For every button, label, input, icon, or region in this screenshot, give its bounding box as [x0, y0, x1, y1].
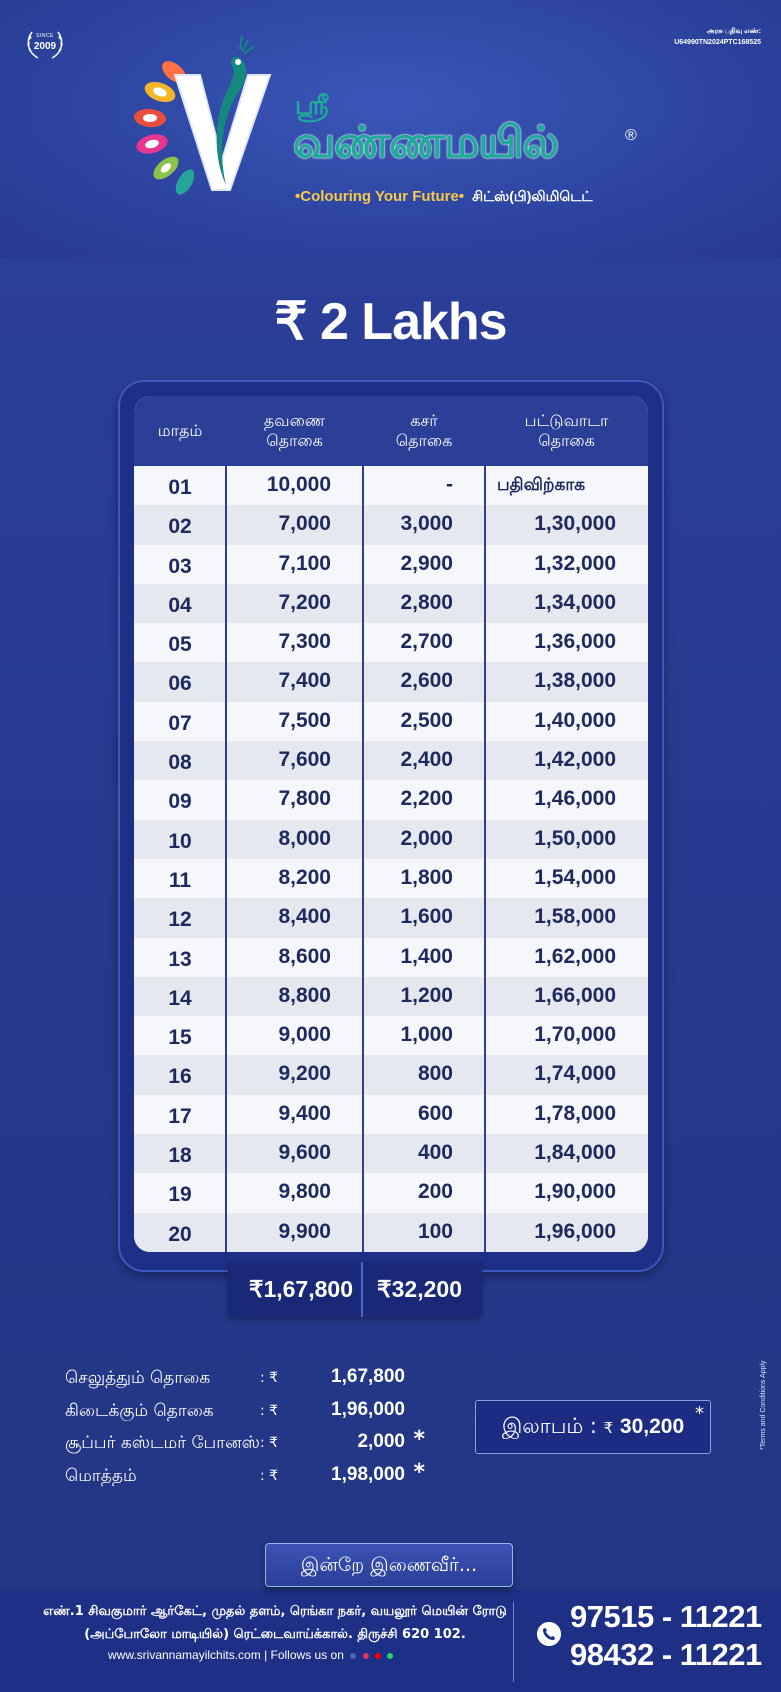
tagline — [295, 188, 593, 207]
column-divider — [484, 396, 486, 1252]
profit-box — [475, 1400, 711, 1454]
table-row — [134, 898, 648, 937]
address — [40, 1600, 510, 1646]
table-row — [134, 623, 648, 662]
terms-note: *Terms and Conditions Apply — [760, 1360, 767, 1450]
profit-label: இலாபம் : — [501, 1414, 597, 1438]
month-cell: 04 — [168, 593, 192, 617]
discount-cell: 1,200 — [400, 983, 453, 1007]
installment-cell: 8,200 — [278, 865, 331, 889]
table-row — [134, 702, 648, 741]
summary-colon: : ₹ — [260, 1370, 279, 1386]
profit-currency: ₹ — [603, 1419, 614, 1437]
installment-cell: 8,800 — [278, 983, 331, 1007]
month-cell: 16 — [168, 1065, 192, 1089]
table-row — [134, 505, 648, 544]
header-installment: தவணை தொகை — [263, 411, 326, 450]
footer-divider — [513, 1602, 514, 1682]
whatsapp-icon[interactable] — [387, 1653, 393, 1659]
month-cell: 20 — [168, 1222, 192, 1246]
month-cell: 11 — [168, 868, 192, 892]
summary-colon: : ₹ — [260, 1467, 279, 1484]
summary-label: கிடைக்கும் தொகை — [65, 1400, 214, 1421]
table-row — [134, 938, 648, 977]
summary-row-received — [65, 1398, 405, 1434]
summary-value: 2,000 — [357, 1431, 405, 1452]
month-cell: 18 — [168, 1144, 192, 1168]
payout-cell: 1,58,000 — [534, 905, 616, 929]
discount-cell: 2,600 — [400, 669, 453, 693]
payout-cell: 1,78,000 — [534, 1101, 616, 1125]
profit-star: * — [695, 1403, 704, 1424]
month-cell: 12 — [168, 908, 192, 932]
summary-colon: : ₹ — [260, 1435, 279, 1451]
registration-info — [674, 26, 761, 48]
table-row — [134, 1134, 648, 1173]
youtube-icon[interactable] — [375, 1653, 381, 1659]
follow-label: | Follows us on — [264, 1648, 344, 1662]
header-month: மாதம் — [157, 421, 203, 440]
phone-numbers — [570, 1598, 762, 1674]
total-installment: ₹1,67,800 — [228, 1262, 363, 1317]
installment-cell: 9,800 — [278, 1180, 331, 1204]
month-cell: 03 — [168, 554, 192, 578]
payout-cell: 1,46,000 — [534, 787, 616, 811]
installment-cell: 9,400 — [278, 1101, 331, 1125]
installment-cell: 10,000 — [266, 473, 331, 496]
discount-cell: 800 — [417, 1062, 453, 1086]
payout-cell: 1,74,000 — [534, 1062, 616, 1086]
table-row — [134, 584, 648, 623]
discount-cell: 200 — [417, 1180, 453, 1204]
payout-cell: பதிவிற்காக — [497, 475, 586, 495]
brand-title: வண்ணமயில் — [293, 117, 559, 168]
facebook-icon[interactable] — [350, 1653, 356, 1659]
discount-cell: 100 — [417, 1219, 453, 1243]
table-header — [134, 396, 648, 466]
payout-cell: 1,96,000 — [534, 1219, 616, 1243]
discount-cell: 1,600 — [400, 905, 453, 929]
header-discount: கசர் தொகை — [395, 411, 453, 450]
discount-cell: - — [446, 473, 453, 496]
month-cell: 19 — [168, 1183, 192, 1207]
month-cell: 08 — [168, 751, 192, 775]
discount-cell: 2,900 — [400, 551, 453, 575]
tagline-text: •Colouring Your Future• — [295, 188, 465, 205]
discount-cell: 600 — [417, 1101, 453, 1125]
payout-cell: 1,50,000 — [534, 826, 616, 850]
website-line — [108, 1648, 393, 1662]
installment-cell: 8,400 — [278, 905, 331, 929]
table-row — [134, 977, 648, 1016]
table-row — [134, 662, 648, 701]
company-suffix: சிட்ஸ்(பி)லிமிடெட் — [472, 188, 593, 204]
month-cell: 01 — [168, 476, 192, 499]
registration-label: அரசு பதிவு எண்: — [706, 28, 761, 35]
payout-cell: 1,66,000 — [534, 983, 616, 1007]
payout-cell: 1,70,000 — [534, 1023, 616, 1047]
month-cell: 15 — [168, 1026, 192, 1050]
month-cell: 13 — [168, 947, 192, 971]
installment-cell: 7,300 — [278, 630, 331, 654]
registered-mark: ® — [625, 127, 637, 144]
installment-cell: 8,600 — [278, 944, 331, 968]
installment-cell: 7,400 — [278, 669, 331, 693]
table-row — [134, 466, 648, 505]
discount-cell: 2,200 — [400, 787, 453, 811]
discount-cell: 2,700 — [400, 630, 453, 654]
discount-cell: 2,800 — [400, 590, 453, 614]
table-row — [134, 780, 648, 819]
payout-cell: 1,40,000 — [534, 708, 616, 732]
table-row — [134, 1016, 648, 1055]
payout-cell: 1,38,000 — [534, 669, 616, 693]
phone-number-1[interactable]: 97515 - 11221 — [570, 1599, 762, 1634]
phone-icon — [537, 1622, 561, 1646]
summary-row-total — [65, 1459, 425, 1499]
month-cell: 10 — [168, 829, 192, 853]
since-year: 2009 — [33, 41, 57, 52]
month-cell: 06 — [168, 672, 192, 696]
installment-cell: 9,600 — [278, 1141, 331, 1165]
payout-cell: 1,54,000 — [534, 865, 616, 889]
table-row — [134, 1055, 648, 1094]
month-cell: 14 — [168, 986, 192, 1010]
payout-cell: 1,62,000 — [534, 944, 616, 968]
table-row — [134, 741, 648, 780]
installment-cell: 9,000 — [278, 1023, 331, 1047]
discount-cell: 1,800 — [400, 865, 453, 889]
table-row — [134, 1095, 648, 1134]
summary-block — [65, 1366, 425, 1498]
table-row — [134, 1173, 648, 1212]
month-cell: 05 — [168, 633, 192, 657]
discount-cell: 1,400 — [400, 944, 453, 968]
installment-cell: 7,800 — [278, 787, 331, 811]
peacock-logo-icon — [130, 30, 290, 205]
brand-prefix: ஸ்ரீ — [295, 91, 329, 121]
discount-cell: 2,500 — [400, 708, 453, 732]
totals-row — [228, 1262, 482, 1317]
table-body — [134, 466, 648, 1252]
month-cell: 09 — [168, 790, 192, 814]
payout-cell: 1,32,000 — [534, 551, 616, 575]
payout-cell: 1,36,000 — [534, 630, 616, 654]
summary-star: * — [413, 1427, 425, 1452]
table-row — [134, 1213, 648, 1252]
discount-cell: 2,000 — [400, 826, 453, 850]
summary-value: 1,96,000 — [331, 1398, 405, 1420]
summary-row-bonus — [65, 1427, 425, 1466]
payout-cell: 1,34,000 — [534, 590, 616, 614]
summary-colon: : ₹ — [260, 1402, 279, 1419]
installment-cell: 8,000 — [278, 826, 331, 850]
installment-cell: 7,600 — [278, 748, 331, 772]
summary-row-paid — [65, 1368, 405, 1401]
instagram-icon[interactable] — [363, 1653, 369, 1659]
header-payout: பட்டுவாடா தொகை — [524, 411, 609, 450]
since-badge — [24, 26, 66, 62]
address-line-2: (அப்போலோ மாடியில்) ரெட்டைவாய்க்கால். திருச்சி 620 102. — [84, 1627, 466, 1642]
chit-table — [134, 396, 648, 1252]
month-cell: 17 — [168, 1104, 192, 1128]
registration-number: U64990TN2024PTC168525 — [674, 39, 761, 46]
summary-star: * — [413, 1459, 425, 1485]
plan-title: ₹ 2 Lakhs — [274, 293, 507, 351]
table-row — [134, 545, 648, 584]
payout-cell: 1,90,000 — [534, 1180, 616, 1204]
chit-table-frame — [118, 380, 664, 1272]
discount-cell: 400 — [417, 1141, 453, 1165]
summary-value: 1,67,800 — [331, 1366, 405, 1387]
column-divider — [225, 396, 227, 1252]
summary-value: 1,98,000 — [331, 1463, 405, 1485]
installment-cell: 7,200 — [278, 590, 331, 614]
column-divider — [362, 396, 364, 1252]
header — [0, 0, 781, 258]
payout-cell: 1,84,000 — [534, 1141, 616, 1165]
month-cell: 07 — [168, 711, 192, 735]
installment-cell: 7,500 — [278, 708, 331, 732]
table-row — [134, 859, 648, 898]
since-label: SINCE — [36, 33, 54, 39]
summary-label: செலுத்தும் தொகை — [65, 1368, 211, 1388]
month-cell: 02 — [168, 515, 192, 539]
payout-cell: 1,30,000 — [534, 512, 616, 536]
payout-cell: 1,42,000 — [534, 748, 616, 772]
installment-cell: 9,900 — [278, 1219, 331, 1243]
discount-cell: 2,400 — [400, 748, 453, 772]
discount-cell: 3,000 — [400, 512, 453, 536]
discount-cell: 1,000 — [400, 1023, 453, 1047]
address-line-1: எண்.1 சிவகுமார் ஆர்கேட், முதல் தளம், ரெங்கா நகர், வயலூர் மெயின் ரோடு — [43, 1604, 507, 1619]
total-discount: ₹32,200 — [377, 1276, 462, 1302]
table-row — [134, 820, 648, 859]
join-today-button[interactable]: இன்றே இணைவீர்... — [265, 1543, 513, 1587]
profit-amount: 30,200 — [619, 1415, 685, 1438]
installment-cell: 7,100 — [278, 551, 331, 575]
installment-cell: 7,000 — [278, 512, 331, 536]
installment-cell: 9,200 — [278, 1062, 331, 1086]
summary-label: சூப்பர் கஸ்டமர் போனஸ் — [65, 1433, 260, 1453]
summary-label: மொத்தம் — [65, 1465, 137, 1486]
phone-number-2[interactable]: 98432 - 11221 — [570, 1637, 762, 1672]
website-link[interactable]: www.srivannamayilchits.com — [108, 1648, 261, 1662]
